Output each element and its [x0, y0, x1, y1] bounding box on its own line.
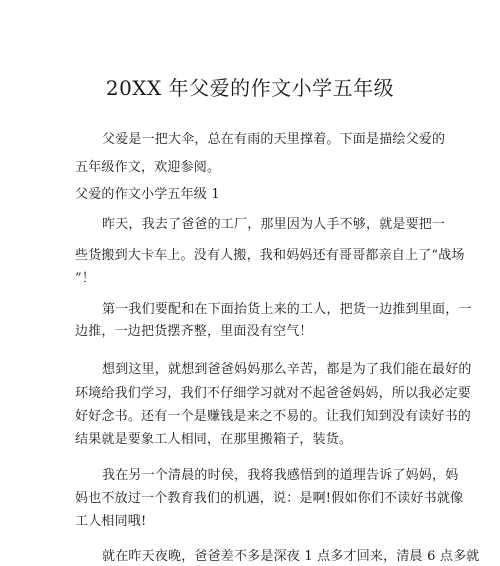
section-heading: 父爱的作文小学五年级 1 [75, 187, 220, 202]
paragraph-line: 我在另一个清晨的时侯，我将我感悟到的道理告诉了妈妈，妈 [102, 468, 459, 483]
paragraph-line: 好好念书。还有一个是赚钱是来之不易的。让我们知到没有读好书的 [75, 409, 472, 424]
paragraph-line: 昨天，我去了爸爸的工厂，那里因为人手不够，就是要把一 [102, 217, 446, 232]
paragraph-line: 第一我们要配和在下面抬货上来的工人，把货一边推到里面，一 [102, 302, 472, 317]
paragraph-line: 妈也不放过一个教育我们的机遇，说：是啊!假如你们不读好书就像 [75, 491, 464, 506]
document-title: 20XX 年父爱的作文小学五年级 [105, 76, 395, 100]
paragraph-line: 工人相同哦! [75, 514, 147, 529]
paragraph-line: ”！ [75, 271, 96, 286]
paragraph-line: 想到这里，就想到爸爸妈妈那么辛苦，都是为了我们能在最好的 [102, 362, 472, 377]
paragraph-line: 些货搬到大卡车上。没有人搬，我和妈妈还有哥哥都亲自上了“战场 [75, 248, 465, 263]
paragraph-line: 环境给我们学习，我们不仔细学习就对不起爸爸妈妈，所以我必定要 [75, 386, 472, 401]
paragraph-line: 就在昨天夜晚，爸爸差不多是深夜 1 点多才回来，清晨 6 点多就 [102, 549, 480, 564]
paragraph-line: 结果就是要象工人相同，在那里搬箱子，装货。 [75, 432, 353, 447]
paragraph-line: 边推，一边把货摆齐整，里面没有空气！ [75, 324, 313, 339]
intro-line: 父爱是一把大伞，总在有雨的天里撑着。下面是描绘父爱的 [102, 132, 446, 147]
intro-line: 五年级作文，欢迎参阅。 [75, 160, 221, 175]
